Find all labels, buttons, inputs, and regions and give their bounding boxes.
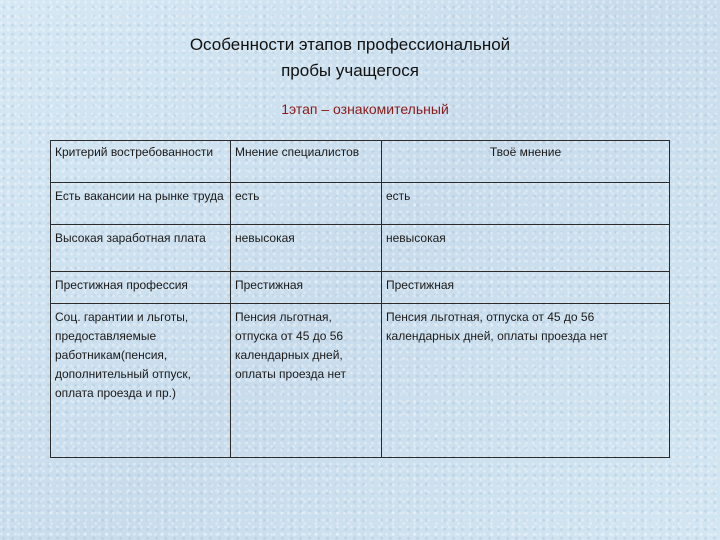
stage-subtitle: 1этап – ознакомительный — [281, 101, 449, 117]
table-row — [51, 225, 670, 272]
cell-specialists-opinion: Пенсия льготная, отпуска от 45 до 56 календарных дней, оплаты проезда нет — [231, 304, 382, 458]
cell-criterion: Высокая заработная плата — [51, 225, 231, 272]
cell-specialists-opinion: Престижная — [231, 272, 382, 304]
header-your-opinion: Твоё мнение — [382, 141, 670, 183]
table-row — [51, 304, 670, 458]
cell-criterion: Есть вакансии на рынке труда — [51, 183, 231, 225]
header-criterion: Критерий востребованности — [51, 141, 231, 183]
slide-title-line-2: пробы учащегося — [281, 61, 419, 80]
criteria-table — [50, 140, 670, 458]
cell-your-opinion: невысокая — [382, 225, 670, 272]
cell-your-opinion: Пенсия льготная, отпуска от 45 до 56 календарных дней, оплаты проезда нет — [382, 304, 670, 458]
slide-title-line-1: Особенности этапов профессиональной — [189, 35, 511, 54]
cell-specialists-opinion: есть — [231, 183, 382, 225]
table-header-row — [51, 141, 670, 183]
slide-title — [0, 32, 700, 84]
table-row — [51, 183, 670, 225]
cell-your-opinion: Престижная — [382, 272, 670, 304]
header-specialists-opinion: Мнение специалистов — [231, 141, 382, 183]
cell-criterion: Соц. гарантии и льготы, предоставляемые работникам(пенсия, дополнительный отпуск, оплата проезда и пр.) — [51, 304, 231, 458]
cell-criterion: Престижная профессия — [51, 272, 231, 304]
cell-your-opinion: есть — [382, 183, 670, 225]
table-row — [51, 272, 670, 304]
cell-specialists-opinion: невысокая — [231, 225, 382, 272]
